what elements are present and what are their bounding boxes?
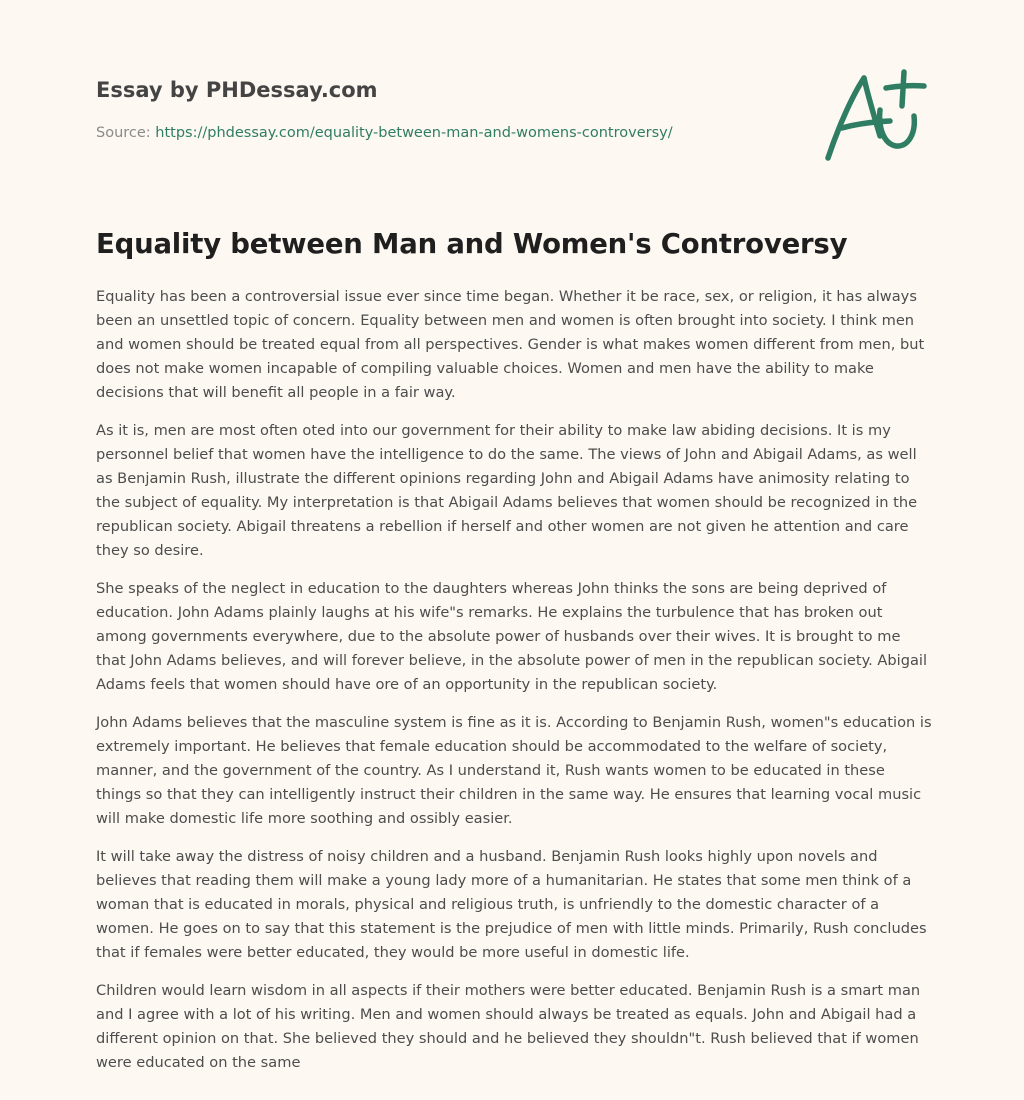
a-plus-logo-svg [820,66,930,166]
essay-paragraph-3: She speaks of the neglect in education to the daughters whereas John thinks the sons are being deprived of education. John Adams plainly laughs at his wife"s remarks. He explains the turbulence that has broken out among governments everywhere, due to the absolute power of husbands over their wives. It is brought to me that John Adams believes, and will forever believe, in the absolute power of men in the republican society. Abigail Adams feels that women should have ore of an opportunity in the republican society. [96,580,928,693]
source-label: Source: [96,125,151,141]
source-link[interactable]: https://phdessay.com/equality-between-man-and-womens-controversy/ [155,125,673,141]
a-plus-grade-logo-icon [820,66,930,166]
essay-paragraph-2: As it is, men are most often oted into our government for their ability to make law abiding decisions. It is my personnel belief that women have the intelligence to do the same. The views of John and Abigail Adams, as well as Benjamin Rush, illustrate the different opinions regarding John and Abigail Adams have animosity relating to the subject of equality. My interpretation is that Abigail Adams believes that women should be recognized in the republican society. Abigail threatens a rebellion if herself and other women are not given he attention and care they so desire. [96,422,918,559]
plus-vertical [902,72,904,106]
a-left-stroke [828,78,864,158]
essay-title: Equality between Man and Women's Controversy [96,228,848,260]
page-header [96,76,796,143]
essay-paragraph-4: John Adams believes that the masculine system is fine as it is. According to Benjamin Rush, women"s education is extremely important. He believes that female education should be accommodated to the welfare of society, manner, and the government of the country. As I understand it, Rush wants women to be educated in these things so that they can intelligently instruct their children in the same way. He ensures that learning vocal music will make domestic life more soothing and ossibly easier. [96,714,932,827]
essay-paragraph-1: Equality has been a controversial issue ever since time began. Whether it be race, sex, or religion, it has always been an unsettled topic of concern. Equality between men and women is often brought into society. I think men and women should be treated equal from all perspectives. Gender is what makes women different from men, but does not make women incapable of compiling valuable choices. Women and men have the ability to make decisions that will benefit all people in a fair way. [96,288,925,401]
essay-paragraph-5: It will take away the distress of noisy children and a husband. Benjamin Rush looks highly upon novels and believes that reading them will make a young lady more of a humanitarian. He states that some men think of a woman that is educated in morals, physical and religious truth, is unfriendly to the domestic character of a women. He goes on to say that this statement is the prejudice of men with little minds. Primarily, Rush concludes that if females were better educated, they would be more useful in domestic life. [96,848,927,961]
a-right-stroke [864,78,880,136]
smile-stroke [880,110,915,146]
essay-body [96,285,934,1089]
essay-paragraph-6: Children would learn wisdom in all aspects if their mothers were better educated. Benjamin Rush is a smart man and I agree with a lot of his writing. Men and women should always be treated as equals. John and Abigail had a different opinion on that. She believed they should and he believed they shouldn"t. Rush believed that if women were educated on the same [96,982,921,1071]
plus-horizontal [886,86,924,88]
source-line [96,123,796,143]
site-title: Essay by PHDessay.com [96,78,378,102]
